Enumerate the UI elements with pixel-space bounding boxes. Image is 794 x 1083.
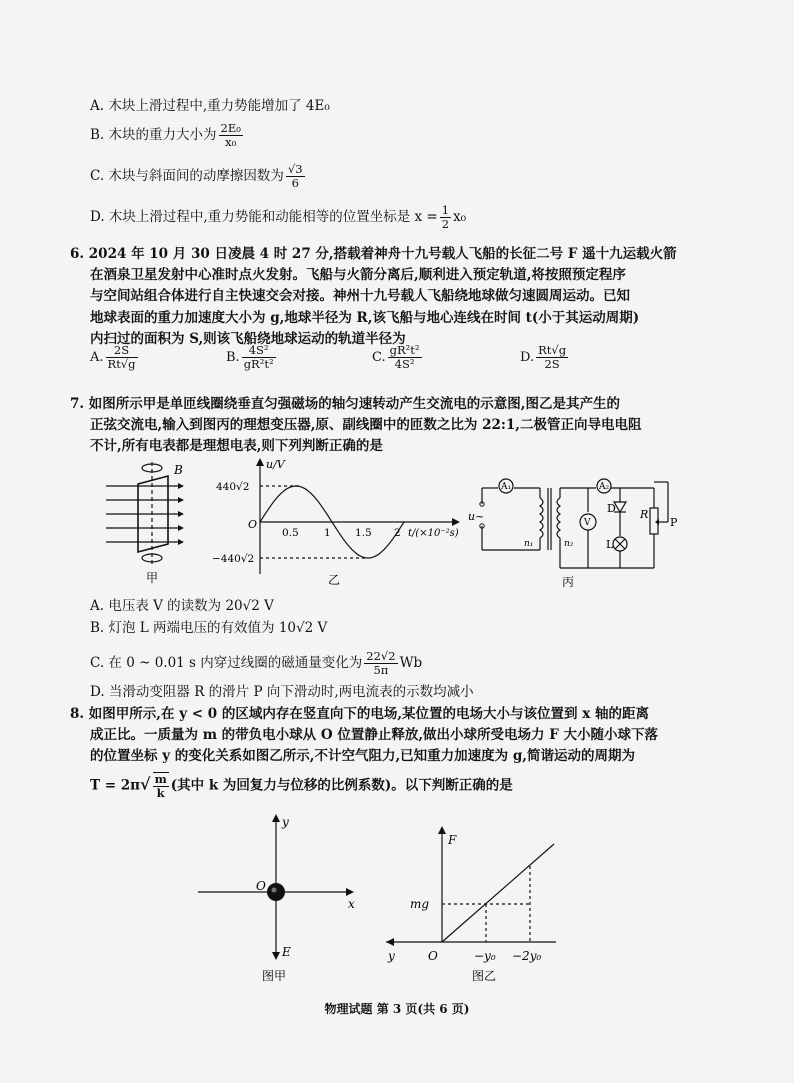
q7-bing-n1: n₁ [524, 539, 534, 549]
q7-jia-b-label: B [174, 463, 183, 477]
q8-jia-y: y [282, 815, 289, 829]
q8-jia-o: O [256, 879, 266, 893]
q7-yi-caption: 乙 [328, 573, 341, 587]
q5-option-b [90, 122, 245, 149]
q7-bing-d: D [607, 502, 616, 515]
q7-bing-a2: A₂ [599, 482, 610, 492]
q5-option-c-fraction: $\frac{√3}{6}$ [287, 162, 303, 190]
q5-option-d-tail: x₀ [453, 209, 467, 225]
q7-option-b: B. 灯泡 L 两端电压的有效值为 10√2 V [90, 620, 328, 636]
q7-option-d: D. 当滑动变阻器 R 的滑片 P 向下滑动时,两电流表的示数均减小 [90, 684, 474, 700]
q7-option-c-fraction: $\frac{22√2}{5\pi}$ [366, 649, 396, 677]
q7-yi-ymax: 440√2 [216, 481, 250, 493]
q6-line-5: 内扫过的面积为 S,则该飞船绕地球运动的轨道半径为 [90, 331, 406, 347]
q7-bing-r: R [640, 508, 649, 521]
q8-yi-y: y [388, 949, 395, 963]
q7-line-1: 7. 如图所示甲是单匝线圈绕垂直匀强磁场的轴匀速转动产生交流电的示意图,图乙是其产生的 [70, 396, 620, 412]
q7-option-c [90, 650, 422, 677]
q5-option-c-text: C. 木块与斜面间的动摩擦因数为 [90, 168, 284, 184]
q6-option-d: D. $\frac{Rt√g}{2S}$ [520, 343, 567, 371]
q5-option-b-fraction: $\frac{\text{2E₀}}{\text{x₀}}$ [220, 121, 241, 149]
q6-option-a: A. $\frac{2S}{Rt√g}$ [90, 343, 136, 371]
q8-line-1: 8. 如图甲所示,在 y < 0 的区域内存在竖直向下的电场,某位置的电场大小与该位置到 x 轴的距离 [70, 706, 649, 722]
q8-formula-tail: (其中 k 为回复力与位移的比例系数)。以下判断正确的是 [170, 777, 513, 794]
q7-yi-y-axis: u/V [266, 458, 285, 471]
q7-yi-origin: O [248, 518, 258, 531]
q5-option-d-fraction: $\frac{1}{2}$ [441, 203, 450, 231]
q8-yi-caption: 图乙 [472, 969, 497, 983]
q8-line-4: T = 2π√ $\frac{m}{k}$ (其中 k 为回复力与位移的比例系数)。以下判断正确的是 [90, 772, 513, 800]
q7-yi-x-axis: t/(×10⁻²s) [408, 528, 459, 539]
q6-line-2: 在酒泉卫星发射中心准时点火发射。飞船与火箭分离后,顺利进入预定轨道,将按照预定程序 [90, 267, 626, 283]
q8-yi-f: F [448, 833, 457, 847]
q8-formula-lead: T = 2π [90, 777, 141, 794]
q7-yi-tick-2: 1.5 [355, 527, 372, 539]
q7-figure-bing [468, 468, 684, 592]
q8-jia-e: E [282, 945, 291, 959]
page-footer: 物理试题 第 3 页(共 6 页) [324, 1002, 470, 1016]
q7-bing-n2: n₂ [564, 539, 574, 549]
q7-bing-u: u~ [468, 510, 485, 523]
q5-option-b-text: B. 木块的重力大小为 [90, 127, 217, 143]
q8-yi-t2: −2y₀ [512, 949, 542, 963]
q5-option-d-text: D. 木块上滑过程中,重力势能和动能相等的位置坐标是 x = [90, 209, 438, 225]
q8-figure-yi [384, 822, 574, 988]
q6-line-3: 与空间站组合体进行自主快速交会对接。神州十九号载人飞船绕地球做匀速圆周运动。已知 [90, 288, 630, 304]
q7-bing-caption: 丙 [562, 575, 575, 589]
q6-line-4: 地球表面的重力加速度大小为 g,地球半径为 R,该飞船与地心连线在时间 t(小于其运动周期) [90, 310, 640, 326]
q7-yi-tick-1: 1 [324, 527, 331, 539]
q7-figure-yi [212, 456, 472, 590]
q7-yi-tick-0: 0.5 [282, 527, 299, 539]
q8-line-2: 成正比。一质量为 m 的带负电小球从 O 位置静止释放,做出小球所受电场力 F 大小随小球下落 [90, 727, 659, 743]
q7-line-2: 正弦交流电,输入到图丙的理想变压器,原、副线圈中的匝数之比为 22:1,二极管正向导电电阻 [90, 417, 642, 433]
q8-formula-fraction: $\frac{m}{k}$ [154, 772, 167, 800]
q8-yi-o: O [428, 949, 438, 963]
q8-jia-x: x [348, 897, 355, 911]
q5-option-d [90, 204, 466, 231]
q8-yi-t1: −y₀ [474, 949, 496, 963]
q7-jia-caption: 甲 [146, 571, 159, 585]
q6-line-1: 6. 2024 年 10 月 30 日凌晨 4 时 27 分,搭载着神舟十九号载人飞船的长征二号 F 遥十九运载火箭 [70, 246, 677, 262]
q7-option-a: A. 电压表 V 的读数为 20√2 V [90, 598, 274, 614]
q7-bing-p: P [670, 516, 678, 529]
q5-option-a: A. 木块上滑过程中,重力势能增加了 4E₀ [90, 98, 330, 114]
q5-option-c [90, 163, 307, 190]
q7-line-3: 不计,所有电表都是理想电表,则下列判断正确的是 [90, 438, 383, 454]
q7-yi-tick-3: 2 [394, 527, 401, 539]
q8-line-3: 的位置坐标 y 的变化关系如图乙所示,不计空气阻力,已知重力加速度为 g,简谐运动的周期为 [90, 748, 635, 764]
q6-option-b: B. $\frac{\text{4S²}}{\text{gR²t²}}$ [226, 343, 274, 371]
q8-figure-jia [196, 812, 366, 988]
q7-option-c-text: C. 在 0 ~ 0.01 s 内穿过线圈的磁通量变化为 [90, 655, 363, 671]
q6-option-c: C. $\frac{\text{gR²t²}}{\text{4S²}}$ [372, 343, 420, 371]
q7-bing-v: V [584, 518, 591, 528]
q8-jia-caption: 图甲 [262, 969, 287, 983]
q7-figure-jia [100, 458, 210, 588]
q7-bing-a1: A₁ [501, 482, 512, 492]
q8-yi-mg: mg [410, 897, 430, 911]
q7-bing-l: L [606, 538, 614, 551]
q7-option-c-tail: Wb [399, 655, 423, 671]
q7-yi-ymin: −440√2 [212, 553, 255, 565]
